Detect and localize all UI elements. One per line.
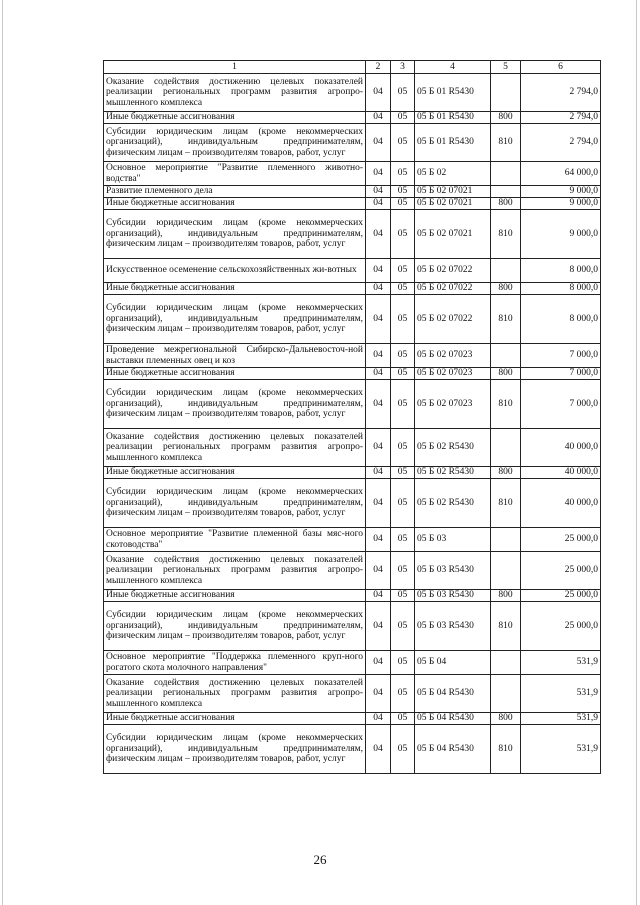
table-row — [104, 590, 601, 602]
table-row — [104, 283, 601, 295]
row-section: 04 — [366, 295, 391, 344]
col-header-section: 2 — [366, 61, 391, 74]
row-subsection: 05 — [391, 590, 415, 602]
row-name: Основное мероприятие "Развитие племенного животно-водства" — [104, 162, 366, 186]
row-expense-type — [491, 552, 521, 590]
row-target-item: 05 Б 03 — [415, 528, 491, 552]
row-name: Субсидии юридическим лицам (кроме некоммерческих организаций), индивидуальным предпринимателям, физическим лицам – производителям товаров, работ, услуг — [104, 380, 366, 429]
row-target-item: 05 Б 02 — [415, 162, 491, 186]
row-subsection: 05 — [391, 198, 415, 210]
row-section: 04 — [366, 651, 391, 675]
row-name: Иные бюджетные ассигнования — [104, 283, 366, 295]
row-name: Основное мероприятие "Поддержка племенного круп-ного рогатого скота молочного направления" — [104, 651, 366, 675]
row-subsection: 05 — [391, 162, 415, 186]
row-subsection: 05 — [391, 295, 415, 344]
row-name: Оказание содействия достижению целевых показателей реализации региональных программ развития агропро-мышленного комплекса — [104, 74, 366, 112]
row-name: Иные бюджетные ассигнования — [104, 713, 366, 725]
row-name: Основное мероприятие "Развитие племенной базы мяс-ного скотоводства" — [104, 528, 366, 552]
row-amount: 64 000,0 — [521, 162, 601, 186]
row-subsection: 05 — [391, 186, 415, 198]
row-amount: 8 000,0 — [521, 259, 601, 283]
row-amount: 25 000,0 — [521, 528, 601, 552]
row-subsection: 05 — [391, 675, 415, 713]
row-amount: 7 000,0 — [521, 344, 601, 368]
col-header-subsection: 3 — [391, 61, 415, 74]
row-expense-type: 800 — [491, 713, 521, 725]
row-name: Иные бюджетные ассигнования — [104, 112, 366, 124]
row-subsection: 05 — [391, 552, 415, 590]
row-amount: 40 000,0 — [521, 467, 601, 479]
row-expense-type: 810 — [491, 210, 521, 259]
row-target-item: 05 Б 02 07022 — [415, 295, 491, 344]
row-name: Иные бюджетные ассигнования — [104, 368, 366, 380]
row-subsection: 05 — [391, 368, 415, 380]
row-expense-type: 800 — [491, 198, 521, 210]
row-subsection: 05 — [391, 467, 415, 479]
row-target-item: 05 Б 04 — [415, 651, 491, 675]
row-name: Оказание содействия достижению целевых показателей реализации региональных программ развития агропро-мышленного комплекса — [104, 552, 366, 590]
row-section: 04 — [366, 210, 391, 259]
row-section: 04 — [366, 528, 391, 552]
row-target-item: 05 Б 02 07023 — [415, 380, 491, 429]
row-subsection: 05 — [391, 602, 415, 651]
row-expense-type — [491, 186, 521, 198]
budget-table — [103, 60, 601, 774]
row-expense-type — [491, 344, 521, 368]
row-name: Субсидии юридическим лицам (кроме некоммерческих организаций), индивидуальным предпринимателям, физическим лицам – производителям товаров, работ, услуг — [104, 210, 366, 259]
page-number: 26 — [313, 852, 327, 867]
row-name: Проведение межрегиональной Сибирско-Дальневосточ-ной выставки племенных овец и коз — [104, 344, 366, 368]
row-subsection: 05 — [391, 112, 415, 124]
table-row — [104, 344, 601, 368]
table-row — [104, 198, 601, 210]
row-expense-type: 810 — [491, 479, 521, 528]
row-amount: 9 000,0 — [521, 198, 601, 210]
row-amount: 7 000,0 — [521, 380, 601, 429]
row-amount: 2 794,0 — [521, 124, 601, 162]
row-target-item: 05 Б 03 R5430 — [415, 552, 491, 590]
row-name: Субсидии юридическим лицам (кроме некоммерческих организаций), индивидуальным предпринимателям, физическим лицам – производителям товаров, работ, услуг — [104, 725, 366, 774]
row-subsection: 05 — [391, 344, 415, 368]
row-section: 04 — [366, 74, 391, 112]
table-row — [104, 162, 601, 186]
row-amount: 2 794,0 — [521, 74, 601, 112]
table-row — [104, 210, 601, 259]
row-amount: 2 794,0 — [521, 112, 601, 124]
row-name: Субсидии юридическим лицам (кроме некоммерческих организаций), индивидуальным предпринимателям, физическим лицам – производителям товаров, работ, услуг — [104, 124, 366, 162]
row-subsection: 05 — [391, 713, 415, 725]
row-section: 04 — [366, 259, 391, 283]
row-name: Субсидии юридическим лицам (кроме некоммерческих организаций), индивидуальным предпринимателям, физическим лицам – производителям товаров, работ, услуг — [104, 295, 366, 344]
row-target-item: 05 Б 02 R5430 — [415, 467, 491, 479]
row-name: Оказание содействия достижению целевых показателей реализации региональных программ развития агропро-мышленного комплекса — [104, 429, 366, 467]
row-name: Оказание содействия достижению целевых показателей реализации региональных программ развития агропро-мышленного комплекса — [104, 675, 366, 713]
row-target-item: 05 Б 02 07021 — [415, 198, 491, 210]
row-name: Искусственное осеменение сельскохозяйственных жи-вотных — [104, 259, 366, 283]
row-expense-type: 800 — [491, 590, 521, 602]
table-row — [104, 124, 601, 162]
row-expense-type — [491, 259, 521, 283]
row-expense-type — [491, 162, 521, 186]
row-target-item: 05 Б 02 07022 — [415, 259, 491, 283]
table-row — [104, 112, 601, 124]
row-amount: 25 000,0 — [521, 602, 601, 651]
row-subsection: 05 — [391, 283, 415, 295]
row-section: 04 — [366, 590, 391, 602]
row-amount: 531,9 — [521, 725, 601, 774]
row-section: 04 — [366, 675, 391, 713]
row-subsection: 05 — [391, 259, 415, 283]
row-expense-type: 810 — [491, 380, 521, 429]
table-row — [104, 467, 601, 479]
row-section: 04 — [366, 713, 391, 725]
row-target-item: 05 Б 04 R5430 — [415, 725, 491, 774]
row-expense-type — [491, 74, 521, 112]
table-row — [104, 380, 601, 429]
page-edge-right — [636, 0, 637, 905]
row-section: 04 — [366, 552, 391, 590]
row-expense-type: 810 — [491, 725, 521, 774]
table-row — [104, 675, 601, 713]
row-target-item: 05 Б 01 R5430 — [415, 112, 491, 124]
row-expense-type — [491, 429, 521, 467]
row-amount: 531,9 — [521, 651, 601, 675]
row-amount: 25 000,0 — [521, 552, 601, 590]
row-target-item: 05 Б 04 R5430 — [415, 675, 491, 713]
row-amount: 25 000,0 — [521, 590, 601, 602]
row-subsection: 05 — [391, 528, 415, 552]
col-header-amount: 6 — [521, 61, 601, 74]
row-section: 04 — [366, 283, 391, 295]
row-target-item: 05 Б 01 R5430 — [415, 74, 491, 112]
row-section: 04 — [366, 602, 391, 651]
row-name: Иные бюджетные ассигнования — [104, 467, 366, 479]
table-row — [104, 552, 601, 590]
table-row — [104, 528, 601, 552]
row-expense-type: 810 — [491, 124, 521, 162]
row-target-item: 05 Б 01 R5430 — [415, 124, 491, 162]
row-name: Иные бюджетные ассигнования — [104, 590, 366, 602]
table-row — [104, 602, 601, 651]
row-subsection: 05 — [391, 725, 415, 774]
row-section: 04 — [366, 479, 391, 528]
row-expense-type: 810 — [491, 295, 521, 344]
row-subsection: 05 — [391, 124, 415, 162]
row-expense-type: 800 — [491, 283, 521, 295]
row-target-item: 05 Б 02 07021 — [415, 186, 491, 198]
col-header-target-item: 4 — [415, 61, 491, 74]
table-row — [104, 74, 601, 112]
row-section: 04 — [366, 429, 391, 467]
row-amount: 531,9 — [521, 675, 601, 713]
row-target-item: 05 Б 04 R5430 — [415, 713, 491, 725]
row-target-item: 05 Б 02 07021 — [415, 210, 491, 259]
row-name: Развитие племенного дела — [104, 186, 366, 198]
row-section: 04 — [366, 162, 391, 186]
row-expense-type — [491, 675, 521, 713]
row-target-item: 05 Б 02 07022 — [415, 283, 491, 295]
row-target-item: 05 Б 02 R5430 — [415, 429, 491, 467]
row-section: 04 — [366, 344, 391, 368]
table-row — [104, 259, 601, 283]
row-section: 04 — [366, 198, 391, 210]
row-amount: 8 000,0 — [521, 295, 601, 344]
row-expense-type: 800 — [491, 112, 521, 124]
table-row — [104, 186, 601, 198]
row-section: 04 — [366, 124, 391, 162]
col-header-expense-type: 5 — [491, 61, 521, 74]
row-subsection: 05 — [391, 210, 415, 259]
table-row — [104, 368, 601, 380]
row-name: Субсидии юридическим лицам (кроме некоммерческих организаций), индивидуальным предпринимателям, физическим лицам – производителям товаров, работ, услуг — [104, 602, 366, 651]
row-expense-type: 800 — [491, 368, 521, 380]
row-section: 04 — [366, 467, 391, 479]
row-subsection: 05 — [391, 479, 415, 528]
table-body — [104, 74, 601, 774]
row-subsection: 05 — [391, 74, 415, 112]
row-expense-type: 810 — [491, 602, 521, 651]
row-amount: 9 000,0 — [521, 186, 601, 198]
row-amount: 9 000,0 — [521, 210, 601, 259]
row-target-item: 05 Б 03 R5430 — [415, 590, 491, 602]
row-subsection: 05 — [391, 429, 415, 467]
row-subsection: 05 — [391, 380, 415, 429]
table-row — [104, 725, 601, 774]
table-row — [104, 713, 601, 725]
row-expense-type — [491, 651, 521, 675]
row-target-item: 05 Б 02 07023 — [415, 368, 491, 380]
row-amount: 8 000,0 — [521, 283, 601, 295]
page-edge-left — [2, 0, 3, 905]
row-section: 04 — [366, 186, 391, 198]
row-section: 04 — [366, 380, 391, 429]
table-row — [104, 295, 601, 344]
table-row — [104, 651, 601, 675]
row-expense-type — [491, 528, 521, 552]
col-header-name: 1 — [104, 61, 366, 74]
row-amount: 40 000,0 — [521, 479, 601, 528]
row-amount: 40 000,0 — [521, 429, 601, 467]
row-subsection: 05 — [391, 651, 415, 675]
row-expense-type: 800 — [491, 467, 521, 479]
row-amount: 7 000,0 — [521, 368, 601, 380]
table-row — [104, 429, 601, 467]
row-name: Субсидии юридическим лицам (кроме некоммерческих организаций), индивидуальным предпринимателям, физическим лицам – производителям товаров, работ, услуг — [104, 479, 366, 528]
row-target-item: 05 Б 03 R5430 — [415, 602, 491, 651]
row-section: 04 — [366, 725, 391, 774]
row-section: 04 — [366, 112, 391, 124]
row-name: Иные бюджетные ассигнования — [104, 198, 366, 210]
table-header-row — [104, 61, 601, 74]
row-section: 04 — [366, 368, 391, 380]
table-row — [104, 479, 601, 528]
row-target-item: 05 Б 02 R5430 — [415, 479, 491, 528]
row-amount: 531,9 — [521, 713, 601, 725]
row-target-item: 05 Б 02 07023 — [415, 344, 491, 368]
